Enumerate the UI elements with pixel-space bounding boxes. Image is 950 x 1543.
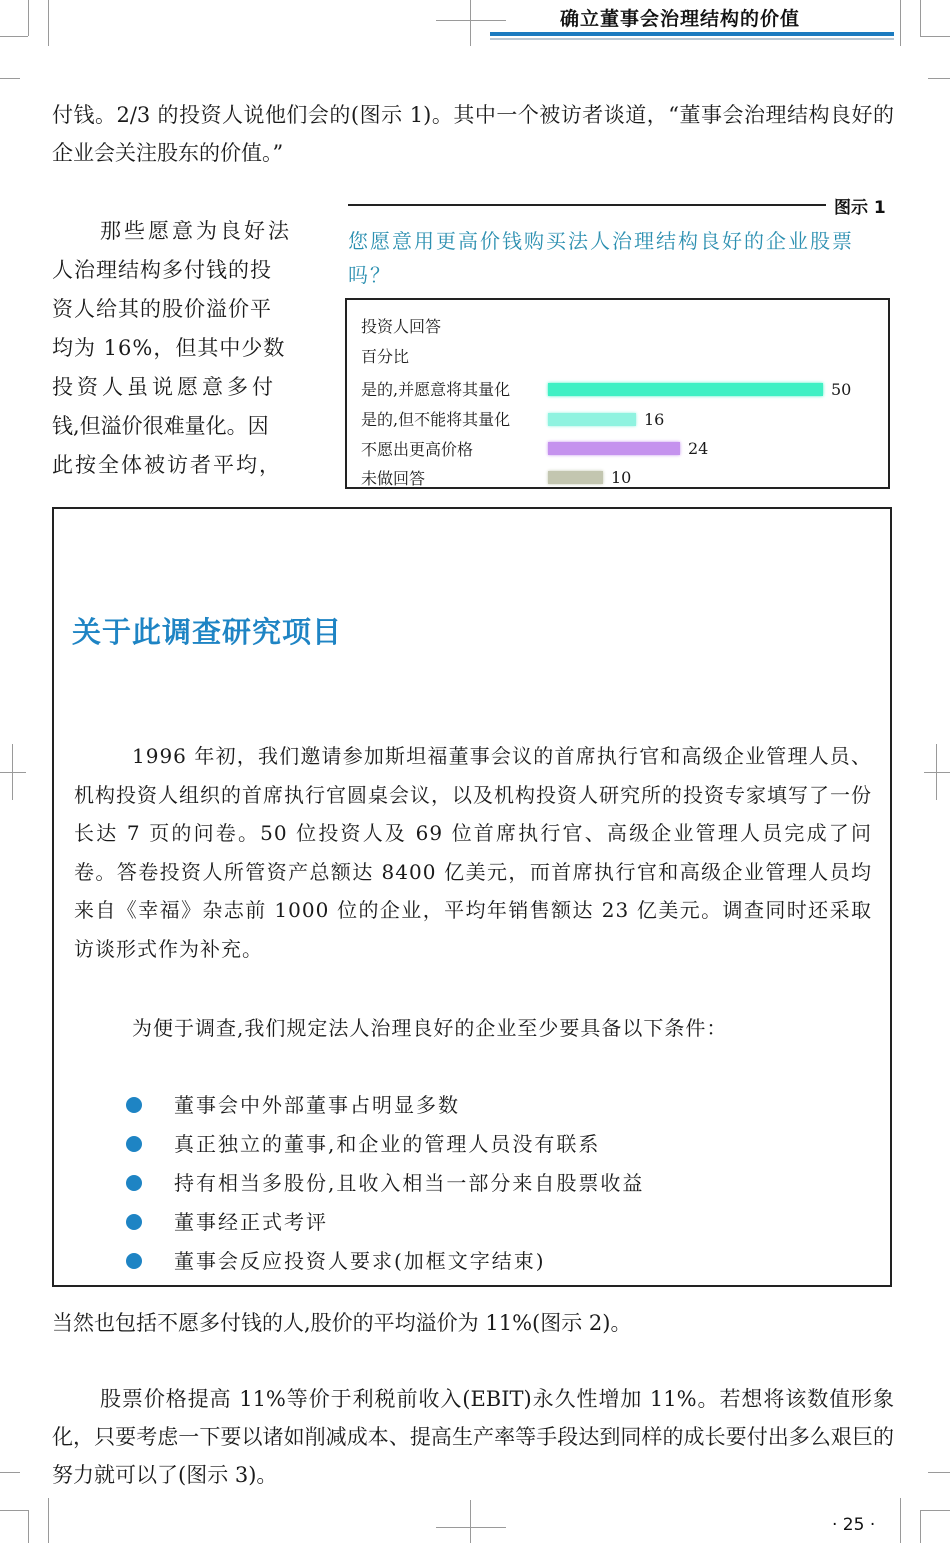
chart-value-label: 50 xyxy=(831,380,852,399)
body-paragraph-1: 付钱。2/3 的投资人说他们会的(图示 1)。其中一个被访者谈道，“董事会治理结构良好的企业会关注股东的价值。” xyxy=(52,103,894,165)
crop-mark xyxy=(0,1510,28,1511)
chart-value-label: 16 xyxy=(644,410,665,429)
chart-value-label: 10 xyxy=(611,468,632,487)
crop-mark xyxy=(0,36,28,37)
figure-label-rule xyxy=(348,204,826,206)
figure-question: 您愿意用更高价钱购买法人治理结构良好的企业股票吗？ xyxy=(348,229,854,287)
crop-mark xyxy=(928,1472,950,1473)
body-paragraph-2-line: 人治理结构多付钱的投 xyxy=(52,258,272,282)
header-rule-secondary xyxy=(490,38,894,40)
registration-mark xyxy=(924,772,950,773)
chart-header-respondents: 投资人回答 xyxy=(361,317,442,336)
crop-mark xyxy=(920,36,950,37)
bullet-dot-icon xyxy=(126,1175,142,1191)
body-paragraph-4: 股票价格提高 11%等价于利税前收入(EBIT)永久性增加 11%。若想将该数值形象化，只要考虑一下要以诸如削减成本、提高生产率等手段达到同样的成长要付出多么艰巨的努力就可以了(图示 3)。 xyxy=(52,1387,894,1487)
bullet-text: 董事会中外部董事占明显多数 xyxy=(174,1093,460,1117)
registration-mark xyxy=(470,0,471,46)
box-title: 关于此调查研究项目 xyxy=(72,615,343,649)
crop-mark xyxy=(48,1498,49,1543)
registration-mark xyxy=(0,772,26,773)
crop-mark xyxy=(928,78,950,79)
page-number: · 25 · xyxy=(832,1515,876,1535)
chart-category-label: 未做回答 xyxy=(361,469,426,488)
chart-bar xyxy=(548,442,680,455)
registration-mark xyxy=(436,20,506,21)
crop-mark xyxy=(28,0,29,36)
chart-category-label: 不愿出更高价格 xyxy=(361,440,474,459)
body-paragraph-2-line: 资人给其的股价溢价平 xyxy=(52,297,272,321)
body-paragraph-2-line: 此按全体被访者平均， xyxy=(52,453,282,477)
crop-mark xyxy=(48,0,49,46)
registration-mark xyxy=(436,1527,506,1528)
chart-category-label: 是的,并愿意将其量化 xyxy=(361,380,511,399)
chart-header-percent: 百分比 xyxy=(361,347,410,366)
registration-mark xyxy=(470,1500,471,1543)
bullet-dot-icon xyxy=(126,1136,142,1152)
figure-label: 图示 1 xyxy=(834,198,886,218)
chart-value-label: 24 xyxy=(688,439,709,458)
crop-mark xyxy=(920,1510,921,1543)
bullet-dot-icon xyxy=(126,1253,142,1269)
box-paragraph-1: 1996 年初，我们邀请参加斯坦福董事会议的首席执行官和高级企业管理人员、机构投资人组织的首席执行官圆桌会议，以及机构投资人研究所的投资专家填写了一份长达 7 页的问卷。50 位投资人及 69 位首席执行官、高级企业管理人员完成了问卷。答卷投资人所管资产总额达 8400 亿美元，而首席执行官和高级企业管理人员均来自《幸福》杂志前 1000 位的企业，平均年销售额达 23 亿美元。调查同时还采取访谈形式作为补充。 xyxy=(74,744,872,961)
box-paragraph-2: 为便于调查,我们规定法人治理良好的企业至少要具备以下条件： xyxy=(132,1016,728,1040)
crop-mark xyxy=(0,78,20,79)
chart-bar xyxy=(548,383,823,396)
crop-mark xyxy=(28,1510,29,1543)
running-header-title: 确立董事会治理结构的价值 xyxy=(560,8,801,30)
header-rule xyxy=(490,32,894,36)
bullet-text: 持有相当多股份,且收入相当一部分来自股票收益 xyxy=(174,1171,645,1195)
bullet-text: 董事会反应投资人要求(加框文字结束) xyxy=(174,1249,546,1273)
body-paragraph-3: 当然也包括不愿多付钱的人,股价的平均溢价为 11%(图示 2)。 xyxy=(52,1311,632,1335)
crop-mark xyxy=(920,0,921,36)
body-paragraph-2-line: 均为 16%，但其中少数 xyxy=(52,336,286,360)
body-paragraph-2-line: 那些愿意为良好法 xyxy=(100,219,292,243)
chart-bar xyxy=(548,471,603,484)
chart-bar xyxy=(548,413,636,426)
bullet-dot-icon xyxy=(126,1214,142,1230)
figure-1-chart xyxy=(345,298,890,489)
crop-mark xyxy=(0,1472,20,1473)
crop-mark xyxy=(920,1510,950,1511)
bullet-dot-icon xyxy=(126,1097,142,1113)
chart-category-label: 是的,但不能将其量化 xyxy=(361,410,511,429)
crop-mark xyxy=(900,1498,901,1543)
crop-mark xyxy=(900,0,901,46)
registration-mark xyxy=(936,744,937,800)
body-paragraph-2-line: 钱,但溢价很难量化。因 xyxy=(52,414,269,438)
bullet-text: 真正独立的董事,和企业的管理人员没有联系 xyxy=(174,1132,601,1156)
bullet-text: 董事经正式考评 xyxy=(174,1210,328,1234)
body-paragraph-2-line: 投资人虽说愿意多付 xyxy=(52,375,277,399)
registration-mark xyxy=(12,744,13,800)
